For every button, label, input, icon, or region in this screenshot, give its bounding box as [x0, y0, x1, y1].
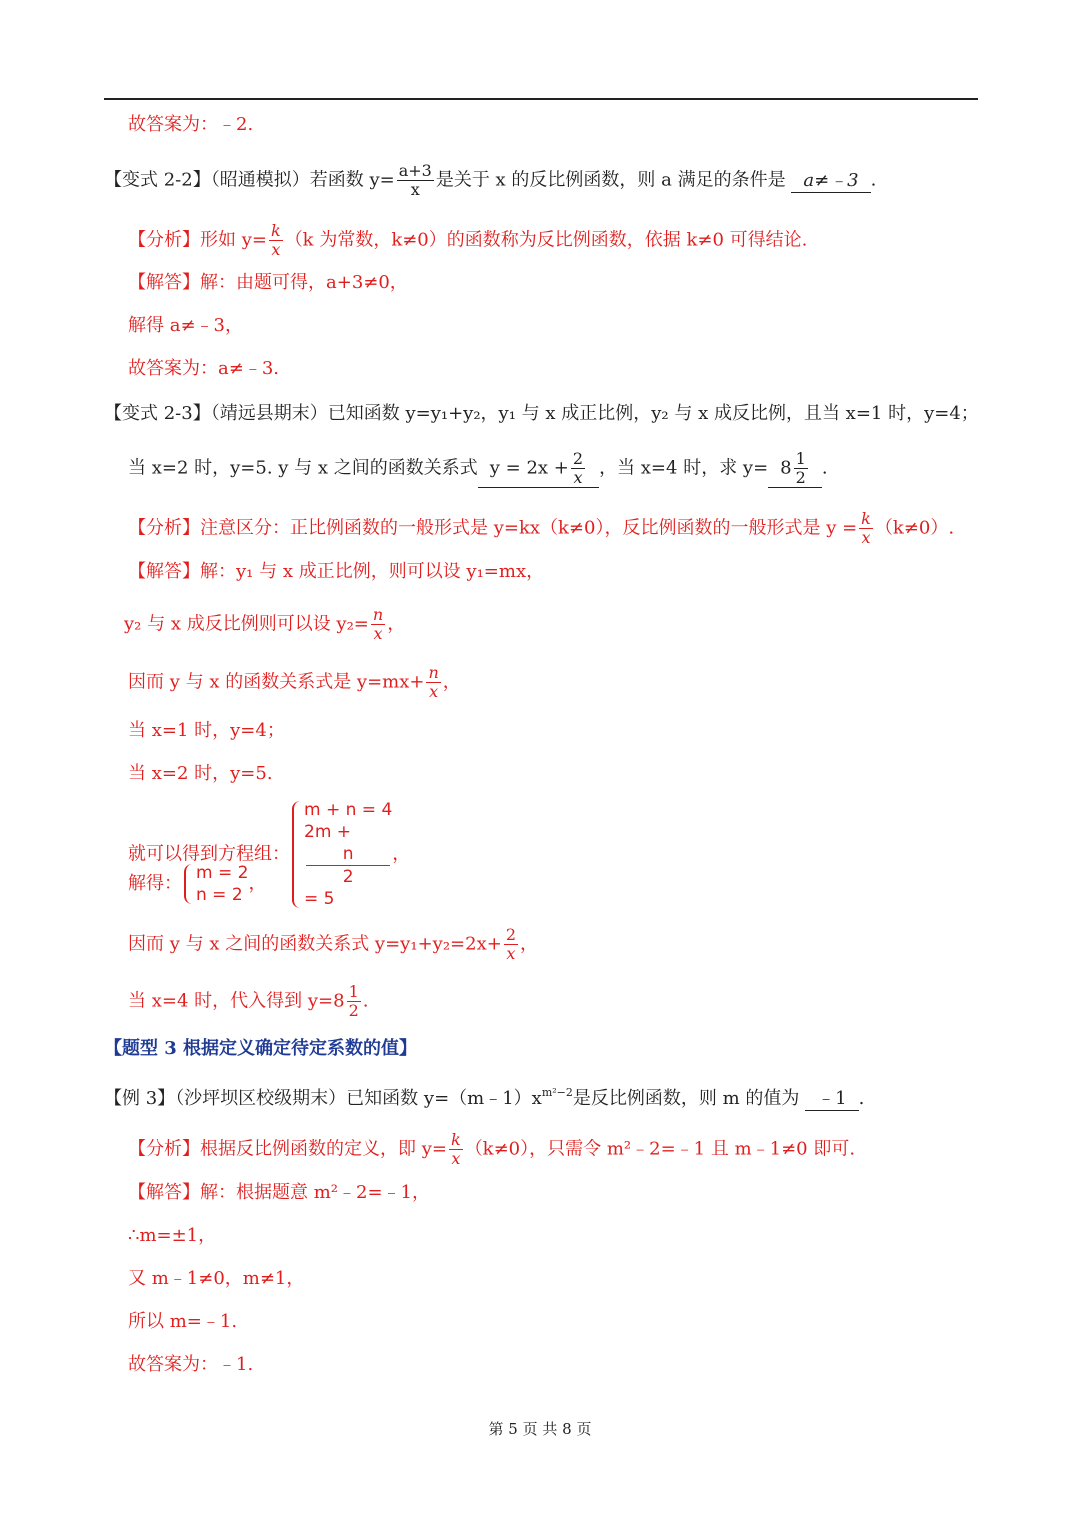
variant-2-3-question-line-2: 当 x=2 时，y=5. y 与 x 之间的函数关系式 y = 2x + $\frac{2}{x}$ ，当 x=4 时，求 y= 8 $\frac{1}{2}$ . — [128, 449, 828, 487]
example-3-solution-1: 【解答】解：根据题意 m²﹣2=﹣1， — [128, 1182, 430, 1203]
page-footer: 第 5 页 共 8 页 — [488, 1420, 592, 1438]
example-3-solution-5: 故答案为：﹣1. — [128, 1354, 254, 1375]
answer-blank: ﹣1 — [805, 1088, 858, 1111]
variant-2-3-solution-9: 当 x=4 时，代入得到 y=8 $\frac{1}{2}$ . — [128, 982, 369, 1020]
answer-blank-2: 8 $\frac{1}{2}$ — [768, 450, 822, 488]
solution-system: m = 2 n = 2 — [182, 862, 248, 906]
variant-2-3-solution-6: 就可以得到方程组： m + n = 4 2m + n 2 = 5 ， — [128, 800, 411, 909]
fraction: $\frac{k}{x}$ — [270, 221, 281, 259]
variant-2-3-solution-2: y₂ 与 x 成反比例则可以设 y₂= $\frac{n}{x}$ ， — [124, 605, 406, 643]
example-3-solution-4: 所以 m=﹣1. — [128, 1311, 238, 1332]
variant-2-3-solution-3: 因而 y 与 x 的函数关系式是 y=mx+ $\frac{n}{x}$ ， — [128, 663, 461, 701]
variant-2-3-solution-5: 当 x=2 时，y=5. — [128, 763, 273, 784]
variant-2-3-solution-1: 【解答】解：y₁ 与 x 成正比例，则可以设 y₁=mx， — [128, 561, 545, 582]
variant-2-2-solution-3: 故答案为：a≠﹣3. — [128, 358, 279, 379]
example-3-solution-3: 又 m﹣1≠0，m≠1， — [128, 1268, 305, 1289]
variant-2-2-solution-2: 解得 a≠﹣3， — [128, 315, 243, 336]
example-3-solution-2: ∴m=±1， — [128, 1225, 217, 1246]
variant-2-3-question-line-1: 【变式 2-3】（靖远县期末）已知函数 y=y₁+y₂，y₁ 与 x 成正比例，y₂ 与 x 成反比例，且当 x=1 时，y=4； — [104, 403, 979, 424]
equation-system: m + n = 4 2m + n 2 = 5 — [290, 799, 392, 910]
header-rule — [104, 98, 978, 100]
variant-2-2-analysis: 【分析】形如 y= $\frac{k}{x}$ （k 为常数，k≠0）的函数称为反比例函数，依据 k≠0 可得结论. — [128, 221, 808, 259]
variant-label: 【变式 2-3】 — [104, 403, 211, 424]
example-3-analysis: 【分析】根据反比例函数的定义，即 y= $\frac{k}{x}$ （k≠0），只需令 m²﹣2=﹣1 且 m﹣1≠0 即可. — [128, 1130, 856, 1168]
fraction: $\frac{a+3}{x}$ — [398, 161, 432, 199]
answer-blank-1: y = 2x + $\frac{2}{x}$ — [478, 450, 599, 488]
variant-2-3-solution-8: 因而 y 与 x 之间的函数关系式 y=y₁+y₂=2x+ $\frac{2}{x}$ ， — [128, 925, 538, 963]
variant-2-2-question: 【变式 2-2】（昭通模拟）若函数 y= $\frac{a+3}{x}$ 是关于 x 的反比例函数，则 a 满足的条件是 a≠﹣3 . — [104, 161, 877, 199]
example-3-question: 【例 3】（沙坪坝区校级期末）已知函数 $y=(m﹣1)x^{m^2-2}$是反比例函数，则 m 的值为 ﹣1 . — [104, 1086, 865, 1109]
section-heading: 【题型 3 根据定义确定待定系数的值】 — [104, 1038, 418, 1059]
answer-blank: a≠﹣3 — [791, 170, 870, 193]
variant-2-3-analysis: 【分析】注意区分：正比例函数的一般形式是 y=kx（k≠0），反比例函数的一般形式是 y = $\frac{k}{x}$ （k≠0）. — [128, 509, 955, 547]
example-label: 【例 3】 — [104, 1088, 176, 1109]
variant-2-2-solution-1: 【解答】解：由题可得，a+3≠0， — [128, 272, 408, 293]
variant-label: 【变式 2-2】 — [104, 169, 211, 191]
variant-2-3-solution-7: 解得： m = 2 n = 2 ， — [128, 863, 267, 905]
variant-2-3-solution-4: 当 x=1 时，y=4； — [128, 720, 285, 741]
previous-answer: 故答案为：﹣2. — [128, 114, 254, 135]
